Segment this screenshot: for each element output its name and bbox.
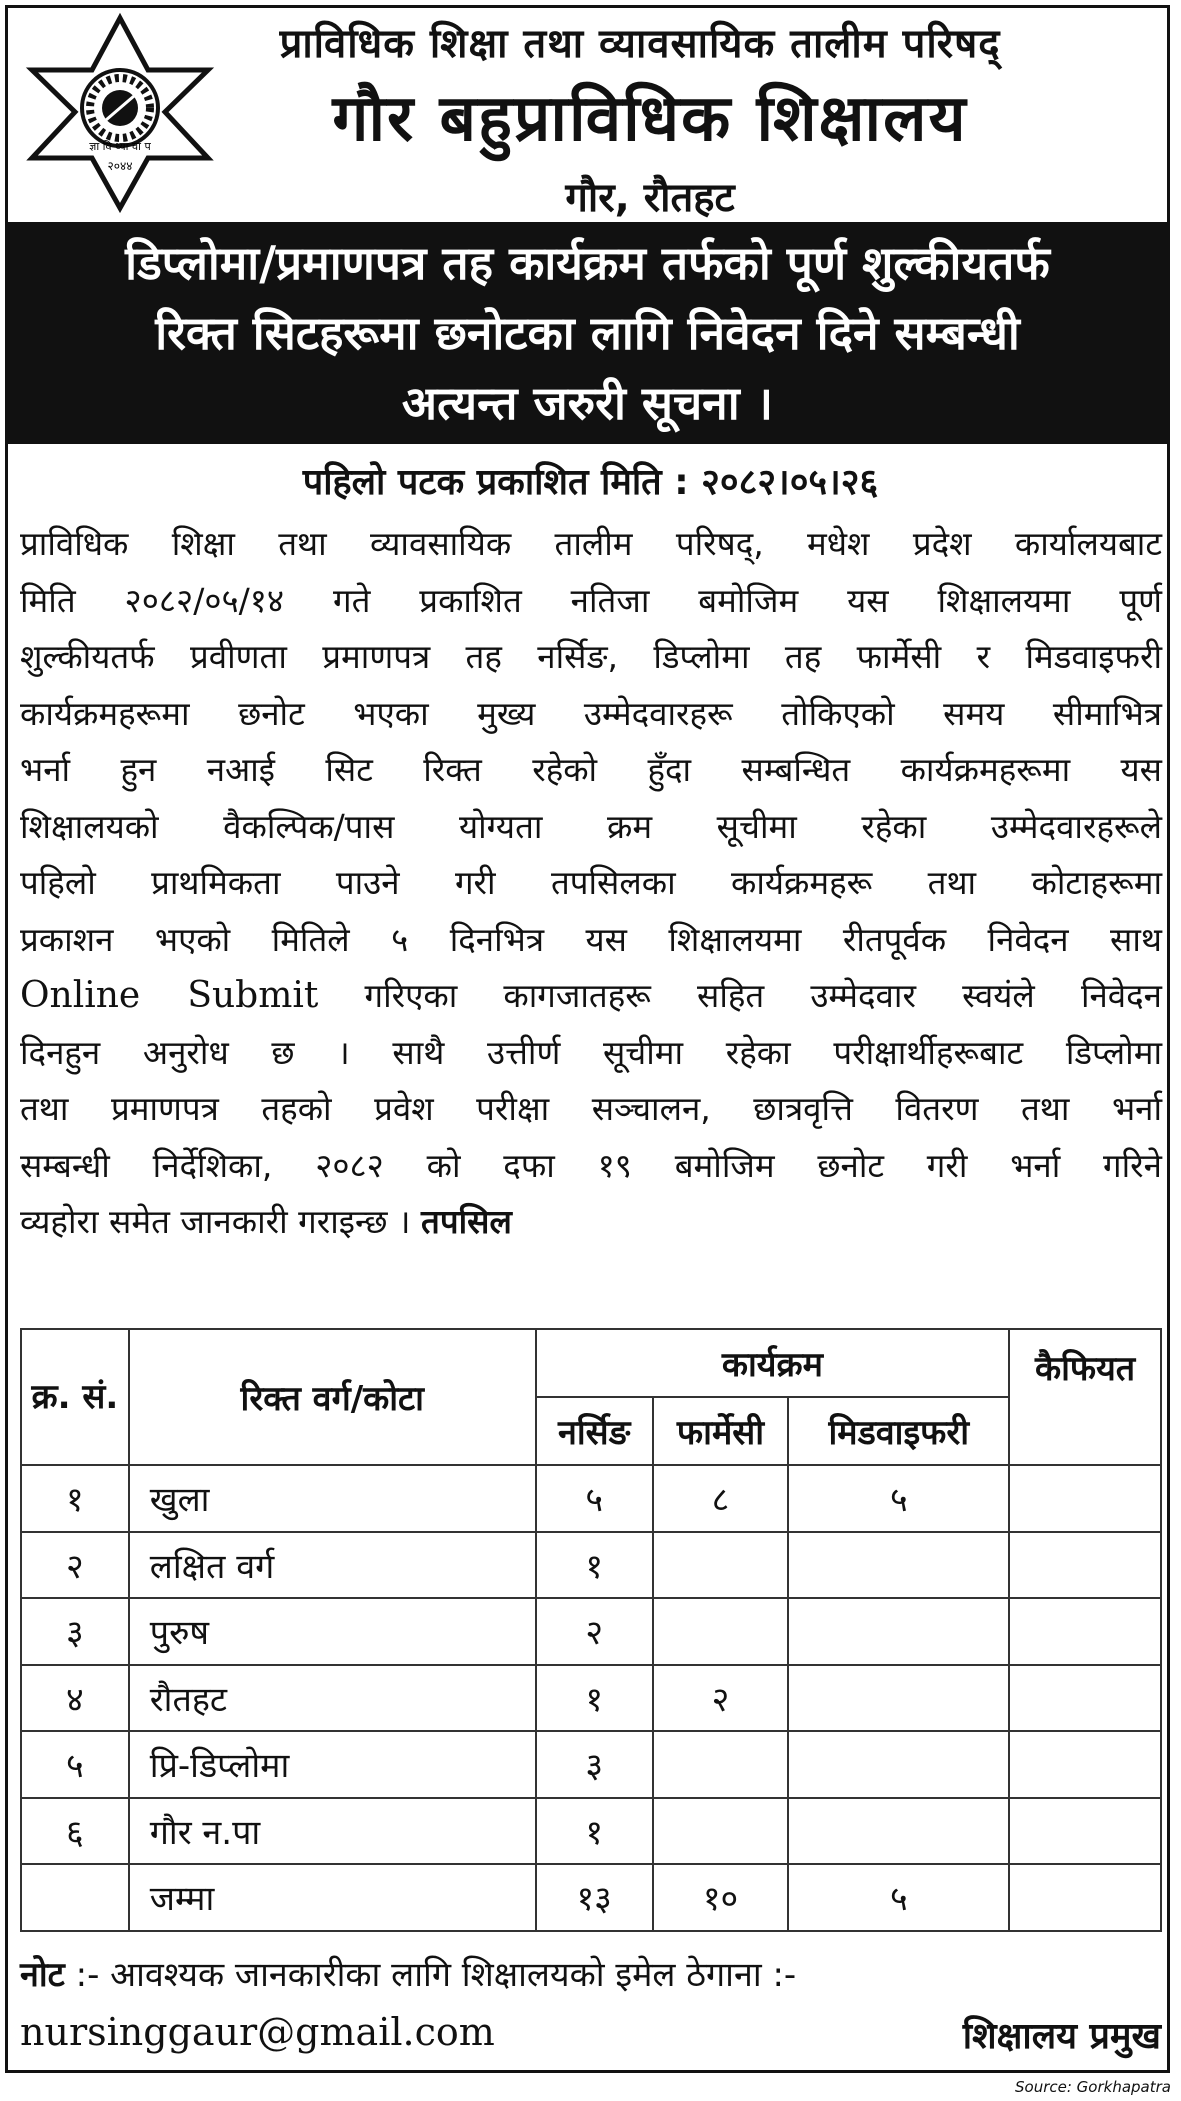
body-line: तथा प्रमाणपत्र तहको प्रवेश परीक्षा सञ्चालन, छात्रवृत्ति वितरण तथा भर्ना [20, 1089, 1162, 1128]
notice-title-line: डिप्लोमा/प्रमाणपत्र तह कार्यक्रम तर्फको पूर्ण शुल्कीयतर्फ [125, 236, 1050, 290]
cell-midwifery [788, 1598, 1009, 1665]
first-publish-date: पहिलो पटक प्रकाशित मिति : २०८२।०५।२६ [302, 462, 879, 503]
table-row [21, 1798, 1161, 1865]
note-text: :- आवश्यक जानकारीका लागि शिक्षालयको इमेल ठेगाना :- [75, 1955, 797, 1995]
table-row [21, 1532, 1161, 1599]
table-row [21, 1465, 1161, 1532]
cell-quota: प्रि-डिप्लोमा [129, 1731, 536, 1798]
body-line-rest: व्यहोरा समेत जानकारी गराइन्छ । [20, 1202, 411, 1241]
cell-midwifery [788, 1798, 1009, 1865]
table-total-row [21, 1864, 1161, 1931]
council-name: प्राविधिक शिक्षा तथा व्यावसायिक तालीम परिषद् [279, 21, 1001, 67]
cell-pharmacy [653, 1598, 789, 1665]
college-name: गौर बहुप्राविधिक शिक्षालय [332, 82, 968, 156]
header-pharmacy: फार्मेसी [653, 1397, 789, 1465]
cell-midwifery [788, 1665, 1009, 1732]
header-remarks: कैफियत [1009, 1329, 1161, 1465]
cell-remarks [1009, 1731, 1161, 1798]
body-line: प्रकाशन भएको मितिले ५ दिनभित्र यस शिक्षालयमा रीतपूर्वक निवेदन साथ [20, 919, 1162, 959]
total-pharmacy: १० [653, 1864, 789, 1931]
cell-remarks [1009, 1665, 1161, 1732]
notice-body [20, 516, 1162, 1251]
total-nursing: १३ [536, 1864, 653, 1931]
online-submit-text: Online Submit [20, 975, 319, 1016]
table-row [21, 1731, 1161, 1798]
notice-title-line: रिक्त सिटहरूमा छनोटका लागि निवेदन दिने सम्बन्धी [155, 306, 1020, 360]
body-line: सम्बन्धी निर्देशिका, २०८२ को दफा १९ बमोजिम छनोट गरी भर्ना गरिने [20, 1145, 1162, 1185]
cell-quota: लक्षित वर्ग [129, 1532, 536, 1599]
cell-nursing: १ [536, 1532, 653, 1599]
body-line: शिक्षालयको वैकल्पिक/पास योग्यता क्रम सूचीमा रहेका उम्मेदवारहरूले [20, 806, 1162, 846]
cell-pharmacy [653, 1532, 789, 1599]
notice-title-line: अत्यन्त जरुरी सूचना । [401, 376, 774, 430]
header-midwifery: मिडवाइफरी [788, 1397, 1009, 1465]
header-serial-number: क्र. सं. [21, 1329, 129, 1465]
source-credit: Source: Gorkhapatra [1015, 2078, 1171, 2096]
svg-text:ज्ञा वि ध्या वा प: ज्ञा वि ध्या वा प [89, 140, 151, 153]
header-program: कार्यक्रम [536, 1329, 1009, 1397]
cell-nursing: ३ [536, 1731, 653, 1798]
cell-remarks [1009, 1532, 1161, 1599]
body-line-rest: गरिएका कागजातहरू सहित उम्मेदवार स्वयंले निवेदन [364, 976, 1162, 1015]
cell-pharmacy [653, 1798, 789, 1865]
note-label: नोट [20, 1955, 65, 1995]
cell-midwifery: ५ [788, 1465, 1009, 1532]
cell-midwifery [788, 1731, 1009, 1798]
cell-nursing: १ [536, 1665, 653, 1732]
cell-serial [21, 1864, 129, 1931]
cell-nursing: ५ [536, 1465, 653, 1532]
body-line [20, 968, 1162, 1025]
svg-text:२०४४: २०४४ [107, 159, 133, 173]
total-label: जम्मा [129, 1864, 536, 1931]
vacant-seats-table [20, 1328, 1162, 1932]
cell-serial: १ [21, 1465, 129, 1532]
cell-remarks [1009, 1598, 1161, 1665]
college-address: गौर, रौतहट [565, 175, 735, 221]
total-midwifery: ५ [788, 1864, 1009, 1931]
signatory: शिक्षालय प्रमुख [962, 2016, 1161, 2057]
body-line: शुल्कीयतर्फ प्रवीणता प्रमाणपत्र तह नर्सिङ, डिप्लोमा तह फार्मेसी र मिडवाइफरी [20, 637, 1162, 676]
body-line: दिनहुन अनुरोध छ । साथै उत्तीर्ण सूचीमा रहेका परीक्षार्थीहरूबाट डिप्लोमा [20, 1032, 1162, 1072]
cell-serial: ४ [21, 1665, 129, 1732]
header-nursing: नर्सिङ [536, 1397, 653, 1465]
cell-quota: खुला [129, 1465, 536, 1532]
table-row [21, 1598, 1161, 1665]
table-row [21, 1665, 1161, 1732]
cell-remarks [1009, 1465, 1161, 1532]
cell-serial: ६ [21, 1798, 129, 1865]
cell-serial: ५ [21, 1731, 129, 1798]
body-line: मिति २०८२/०५/१४ गते प्रकाशित नतिजा बमोजिम यस शिक्षालयमा पूर्ण [20, 580, 1162, 620]
cell-serial: ३ [21, 1598, 129, 1665]
notice-title-banner [8, 222, 1167, 444]
schedule-label: तपसिल [421, 1202, 512, 1241]
cell-quota: रौतहट [129, 1665, 536, 1732]
cell-remarks [1009, 1864, 1161, 1931]
note [20, 1950, 1162, 1996]
cell-serial: २ [21, 1532, 129, 1599]
cell-pharmacy: २ [653, 1665, 789, 1732]
contact-email: nursinggaur@gmail.com [20, 2010, 495, 2054]
cell-midwifery [788, 1532, 1009, 1599]
cell-pharmacy [653, 1731, 789, 1798]
cell-quota: पुरुष [129, 1598, 536, 1665]
body-line: भर्ना हुन नआई सिट रिक्त रहेको हुँदा सम्बन्धित कार्यक्रमहरूमा यस [20, 750, 1162, 789]
body-line: प्राविधिक शिक्षा तथा व्यावसायिक तालीम परिषद्, मधेश प्रदेश कार्यालयबाट [20, 524, 1162, 563]
header-quota: रिक्त वर्ग/कोटा [129, 1329, 536, 1465]
cell-remarks [1009, 1798, 1161, 1865]
cell-pharmacy: ८ [653, 1465, 789, 1532]
cell-nursing: २ [536, 1598, 653, 1665]
body-line [20, 1194, 1162, 1251]
cell-quota: गौर न.पा [129, 1798, 536, 1865]
cell-nursing: १ [536, 1798, 653, 1865]
body-line: कार्यक्रमहरूमा छनोट भएका मुख्य उम्मेदवारहरू तोकिएको समय सीमाभित्र [20, 693, 1162, 733]
body-line: पहिलो प्राथमिकता पाउने गरी तपसिलका कार्यक्रमहरू तथा कोटाहरूमा [20, 863, 1162, 902]
